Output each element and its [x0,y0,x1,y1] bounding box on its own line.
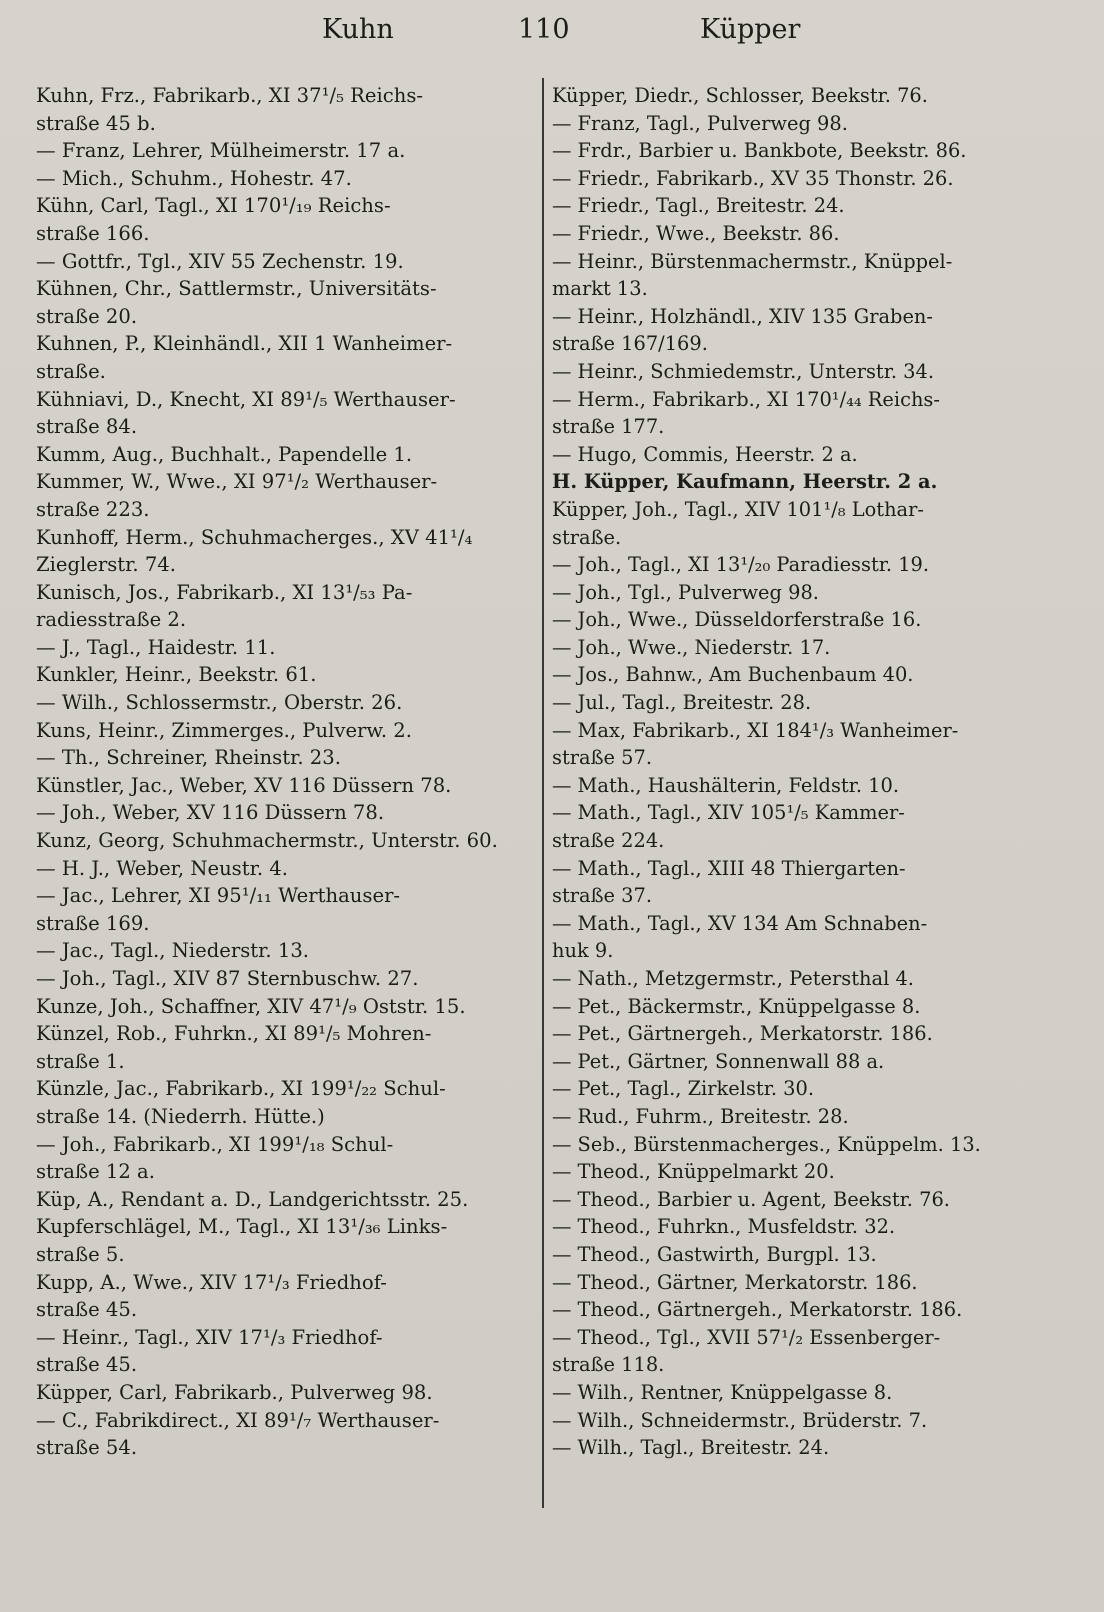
directory-entry-line: Kummer, W., Wwe., XI 97¹/₂ Werthauser- [36,470,438,494]
directory-entry-line: — Theod., Knüppelmarkt 20. [552,1160,835,1184]
directory-entry-line: — Hugo, Commis, Heerstr. 2 a. [552,442,858,466]
directory-entry-line: — Seb., Bürstenmacherges., Knüppelm. 13. [552,1132,981,1156]
directory-entry-line: — Friedr., Wwe., Beekstr. 86. [552,221,840,245]
directory-entry-line: Kupferschlägel, M., Tagl., XI 13¹/₃₆ Links- [36,1215,448,1239]
directory-entry-line: straße 20. [36,304,138,328]
directory-entry-line: — Gottfr., Tgl., XIV 55 Zechenstr. 19. [36,249,404,273]
directory-entry-line: — Pet., Gärtnergeh., Merkatorstr. 186. [552,1022,933,1046]
directory-entry-line: — Math., Tagl., XV 134 Am Schnaben- [552,911,928,935]
directory-entry-line: straße 177. [552,415,665,439]
directory-entry-line: — Joh., Wwe., Düsseldorferstraße 16. [552,608,922,632]
directory-entry-line: — Wilh., Schneidermstr., Brüderstr. 7. [552,1408,928,1432]
directory-entry-line: straße 1. [36,1049,125,1073]
directory-entry-line: Kuns, Heinr., Zimmerges., Pulverw. 2. [36,718,413,742]
directory-entry-line: — Franz, Tagl., Pulverweg 98. [552,111,848,135]
directory-entry-line: — Theod., Tgl., XVII 57¹/₂ Essenberger- [552,1325,941,1349]
directory-entry-line: — Nath., Metzgermstr., Petersthal 4. [552,967,914,990]
directory-entry-line: — Herm., Fabrikarb., XI 170¹/₄₄ Reichs- [552,387,940,411]
directory-entry-line: huk 9. [552,939,614,963]
directory-entry-line: straße 14. (Niederrh. Hütte.) [36,1104,325,1128]
directory-entry-line: straße 166. [36,221,150,245]
directory-entry-line: straße 12 a. [36,1160,155,1184]
directory-entry-line: — Heinr., Tagl., XIV 17¹/₃ Friedhof- [36,1325,383,1349]
directory-entry-line: — Theod., Gärtnergeh., Merkatorstr. 186. [552,1298,963,1322]
directory-entry-line: — Friedr., Tagl., Breitestr. 24. [552,194,845,218]
directory-entry-line: — Joh., Tagl., XI 13¹/₂₀ Paradiesstr. 19. [552,553,930,577]
directory-entry-line: Kumm, Aug., Buchhalt., Papendelle 1. [36,442,413,466]
directory-entry-line: straße 5. [36,1242,125,1266]
directory-entry-line: — Theod., Gastwirth, Burgpl. 13. [552,1242,877,1266]
directory-entry-line: Kupp, A., Wwe., XIV 17¹/₃ Friedhof- [36,1270,387,1294]
directory-entry-line: straße. [36,359,106,383]
directory-entry-line: — Jul., Tagl., Breitestr. 28. [552,691,812,715]
directory-entry-line: Kunisch, Jos., Fabrikarb., XI 13¹/₅₃ Pa- [36,580,413,604]
directory-entry-line: straße 84. [36,415,138,439]
directory-entry-line: straße 118. [552,1353,665,1377]
directory-entry-line: Künzel, Rob., Fuhrkn., XI 89¹/₅ Mohren- [36,1022,432,1046]
directory-entry-line: Küpper, Carl, Fabrikarb., Pulverweg 98. [36,1380,433,1404]
directory-entry-line: — Jos., Bahnw., Am Buchenbaum 40. [552,663,914,687]
directory-entry-line: — Math., Tagl., XIV 105¹/₅ Kammer- [552,801,905,825]
directory-entry-line: — Pet., Tagl., Zirkelstr. 30. [552,1077,814,1101]
directory-entry-line: Künstler, Jac., Weber, XV 116 Düssern 78. [36,773,452,797]
directory-entry-line: Küp, A., Rendant a. D., Landgerichtsstr. 25. [36,1187,469,1211]
page-number: 110 [518,14,570,45]
directory-entry-line: — Franz, Lehrer, Mülheimerstr. 17 a. [36,139,406,163]
directory-entry-line: Kühniavi, D., Knecht, XI 89¹/₅ Werthauser- [36,387,456,411]
directory-entry-line: radiesstraße 2. [36,608,187,632]
directory-entry-line: Künzle, Jac., Fabrikarb., XI 199¹/₂₂ Schul- [36,1077,446,1101]
directory-entry-line: — Math., Tagl., XIII 48 Thiergarten- [552,856,906,880]
directory-entry-line: straße 57. [552,746,653,770]
directory-entry-line: — Jac., Lehrer, XI 95¹/₁₁ Werthauser- [36,884,401,908]
directory-entry-line: straße 45. [36,1298,138,1322]
directory-entry-line: straße 223. [36,497,150,521]
directory-entry-line: Kuhnen, P., Kleinhändl., XII 1 Wanheimer- [36,332,453,356]
directory-entry-line: — Joh., Wwe., Niederstr. 17. [552,635,831,659]
directory-entry-line: Kühn, Carl, Tagl., XI 170¹/₁₉ Reichs- [36,194,391,218]
column-divider [542,78,544,1508]
directory-entry-line: — Theod., Gärtner, Merkatorstr. 186. [552,1270,918,1294]
directory-entry-line: Kühnen, Chr., Sattlermstr., Universitäts- [36,277,437,301]
directory-entry-line: straße 169. [36,911,150,935]
directory-entry-line: markt 13. [552,277,648,301]
directory-entry-line: — H. J., Weber, Neustr. 4. [36,856,288,880]
directory-entry-line: — Heinr., Schmiedemstr., Unterstr. 34. [552,359,935,383]
header-right-word: Küpper [700,14,801,45]
left-column [36,82,526,1462]
directory-entry-line: — Joh., Fabrikarb., XI 199¹/₁₈ Schul- [36,1132,394,1156]
directory-entry-line: — Joh., Weber, XV 116 Düssern 78. [36,801,385,825]
directory-entry-line: Kuhn, Frz., Fabrikarb., XI 37¹/₅ Reichs- [36,84,424,107]
directory-entry-line: — Th., Schreiner, Rheinstr. 23. [36,746,341,770]
directory-entry-line: Kunze, Joh., Schaffner, XIV 47¹/₉ Oststr. 15. [36,994,466,1018]
directory-entry-line: Zieglerstr. 74. [36,553,177,577]
directory-entry-line: Kunkler, Heinr., Beekstr. 61. [36,663,317,687]
directory-entry-line: — C., Fabrikdirect., XI 89¹/₇ Werthauser- [36,1408,440,1432]
page-header [0,10,1104,50]
right-column [552,82,1052,1462]
directory-entry-line: — Rud., Fuhrm., Breitestr. 28. [552,1104,849,1128]
directory-entry-line: — Theod., Fuhrkn., Musfeldstr. 32. [552,1215,896,1239]
directory-entry-line: — Pet., Gärtner, Sonnenwall 88 a. [552,1049,885,1073]
directory-entry-line: — Heinr., Bürstenmachermstr., Knüppel- [552,249,953,273]
directory-entry-line: straße. [552,525,622,549]
directory-entry-line: — Pet., Bäckermstr., Knüppelgasse 8. [552,994,921,1018]
directory-entry-line: straße 45. [36,1353,138,1377]
directory-entry-line: — Max, Fabrikarb., XI 184¹/₃ Wanheimer- [552,718,959,742]
directory-entry-line: — Wilh., Rentner, Knüppelgasse 8. [552,1380,893,1404]
directory-entry-line: — Wilh., Tagl., Breitestr. 24. [552,1436,830,1460]
directory-entry-line: straße 45 b. [36,111,156,135]
directory-entry-line: Kunhoff, Herm., Schuhmacherges., XV 41¹/₄ [36,525,473,549]
directory-entry-line: straße 224. [552,829,665,853]
header-left-word: Kuhn [322,14,394,45]
directory-entry-line: H. Küpper, Kaufmann, Heerstr. 2 a. [552,470,938,494]
directory-entry-line: straße 37. [552,884,653,908]
directory-entry-line: — J., Tagl., Haidestr. 11. [36,635,276,659]
directory-entry-line: — Math., Haushälterin, Feldstr. 10. [552,773,899,797]
directory-entry-line: Küpper, Diedr., Schlosser, Beekstr. 76. [552,84,928,107]
directory-entry-line: straße 54. [36,1436,138,1460]
directory-entry-line: — Mich., Schuhm., Hohestr. 47. [36,166,352,190]
directory-entry-line: — Friedr., Fabrikarb., XV 35 Thonstr. 26. [552,166,954,190]
directory-entry-line: Küpper, Joh., Tagl., XIV 101¹/₈ Lothar- [552,497,924,521]
directory-entry-line: — Wilh., Schlossermstr., Oberstr. 26. [36,691,403,715]
directory-entry-line: — Theod., Barbier u. Agent, Beekstr. 76. [552,1187,950,1211]
directory-entry-line: — Jac., Tagl., Niederstr. 13. [36,939,310,963]
directory-entry-line: Kunz, Georg, Schuhmachermstr., Unterstr. 60. [36,829,498,853]
directory-entry-line: — Joh., Tagl., XIV 87 Sternbuschw. 27. [36,967,419,990]
directory-entry-line: — Joh., Tgl., Pulverweg 98. [552,580,819,604]
directory-entry-line: straße 167/169. [552,332,708,356]
directory-entry-line: — Heinr., Holzhändl., XIV 135 Graben- [552,304,933,328]
directory-entry-line: — Frdr., Barbier u. Bankbote, Beekstr. 86. [552,139,967,163]
